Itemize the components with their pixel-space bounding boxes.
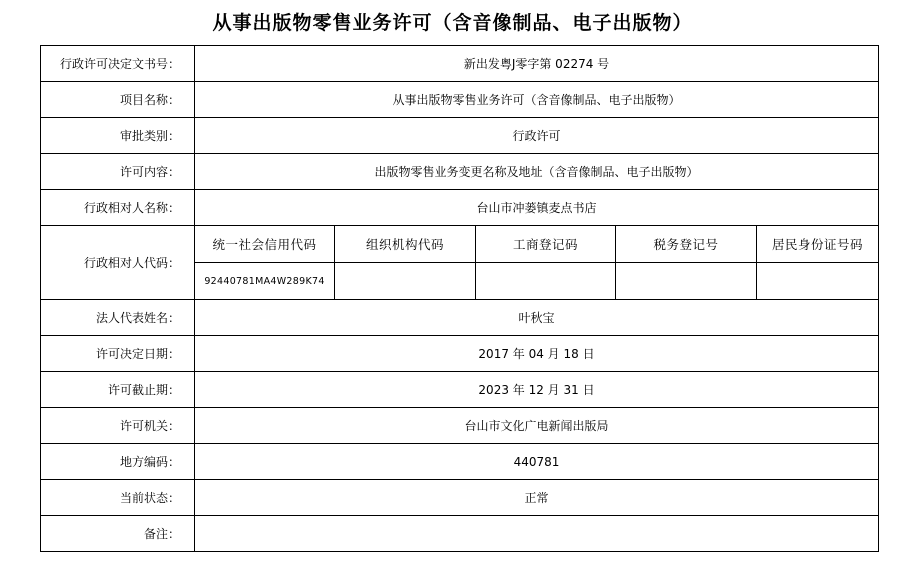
status-label: 当前状态： [41,480,195,516]
decision-date-label: 许可决定日期： [41,336,195,372]
credit-code-value: 92440781MA4W289K74 [195,263,335,300]
doc-no-label: 行政许可决定文书号： [41,46,195,82]
table-row [41,46,879,82]
credit-code-header: 统一社会信用代码 [195,226,335,263]
legal-rep-label: 法人代表姓名： [41,300,195,336]
tax-reg-header: 税务登记号 [616,226,757,263]
region-code-label: 地方编码： [41,444,195,480]
decision-date-value: 2017 年 04 月 18 日 [195,336,879,372]
permit-table [40,45,879,552]
table-row [41,444,879,480]
table-row [41,118,879,154]
item-name-value: 从事出版物零售业务许可（含音像制品、电子出版物） [195,82,879,118]
status-value: 正常 [195,480,879,516]
expiry-date-value: 2023 年 12 月 31 日 [195,372,879,408]
expiry-date-label: 许可截止期： [41,372,195,408]
org-code-value [335,263,476,300]
table-row [41,190,879,226]
remarks-label: 备注： [41,516,195,552]
org-code-header: 组织机构代码 [335,226,476,263]
approval-type-value: 行政许可 [195,118,879,154]
table-row [41,226,879,263]
remarks-value [195,516,879,552]
content-value: 出版物零售业务变更名称及地址（含音像制品、电子出版物） [195,154,879,190]
table-row [41,300,879,336]
table-row [41,516,879,552]
tax-reg-value [616,263,757,300]
id-card-header: 居民身份证号码 [757,226,879,263]
page-title: 从事出版物零售业务许可（含音像制品、电子出版物） [212,12,693,34]
party-code-label: 行政相对人代码： [41,226,195,300]
id-card-value [757,263,879,300]
business-reg-header: 工商登记码 [476,226,616,263]
content-label: 许可内容： [41,154,195,190]
table-row [41,82,879,118]
authority-label: 许可机关： [41,408,195,444]
doc-no-value: 新出发粤J零字第 02274 号 [195,46,879,82]
approval-type-label: 审批类别： [41,118,195,154]
party-name-label: 行政相对人名称： [41,190,195,226]
table-row [41,408,879,444]
table-row [41,154,879,190]
legal-rep-value: 叶秋宝 [195,300,879,336]
region-code-value: 440781 [195,444,879,480]
table-row [41,336,879,372]
item-name-label: 项目名称： [41,82,195,118]
party-name-value: 台山市冲蒌镇麦点书店 [195,190,879,226]
table-row [41,372,879,408]
business-reg-value [476,263,616,300]
table-row [41,480,879,516]
authority-value: 台山市文化广电新闻出版局 [195,408,879,444]
